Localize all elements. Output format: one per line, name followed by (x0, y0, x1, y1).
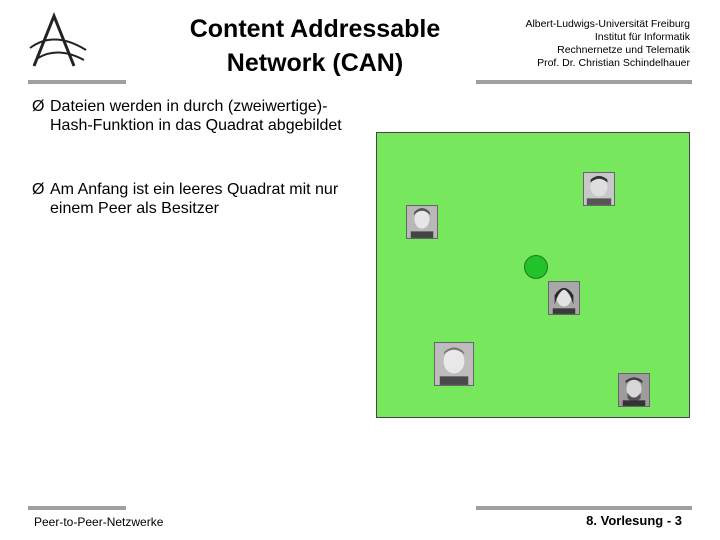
footer-slide-number: 8. Vorlesung - 3 (586, 513, 682, 528)
institution-line-chair: Rechnernetze und Telematik (557, 44, 690, 56)
header-rule-left (28, 80, 126, 84)
bullet-arrow-icon: Ø (32, 181, 45, 198)
header-rule-right (476, 80, 692, 84)
peer-photo (406, 205, 438, 239)
bullet-text: Am Anfang ist ein leeres Quadrat mit nur einem Peer als Besitzer (50, 181, 339, 217)
title-line-2: Network (CAN) (226, 49, 404, 77)
peer-photo (583, 172, 615, 206)
peer-photo (618, 373, 650, 407)
footer-course: Peer-to-Peer-Netzwerke (34, 515, 164, 529)
university-logo (28, 10, 90, 70)
hashed-point-marker (524, 255, 548, 279)
institution-block (480, 18, 690, 70)
footer-rule-right (476, 506, 692, 510)
footer-rule-left (28, 506, 126, 510)
bullet-arrow-icon: Ø (32, 98, 45, 115)
title-line-1: Content Addressable (189, 15, 441, 43)
bullet-item (32, 180, 362, 218)
bullet-item (32, 97, 362, 135)
peer-photo (434, 342, 474, 386)
peer-photo (548, 281, 580, 315)
institution-line-professor: Prof. Dr. Christian Schindelhauer (537, 57, 690, 69)
institution-line-institute: Institut für Informatik (594, 31, 690, 43)
slide-title (150, 12, 480, 80)
institution-line-university: Albert-Ludwigs-Universität Freiburg (525, 18, 690, 30)
bullet-text: Dateien werden in durch (zweiwertige)-Hash-Funktion in das Quadrat abgebildet (50, 98, 342, 134)
